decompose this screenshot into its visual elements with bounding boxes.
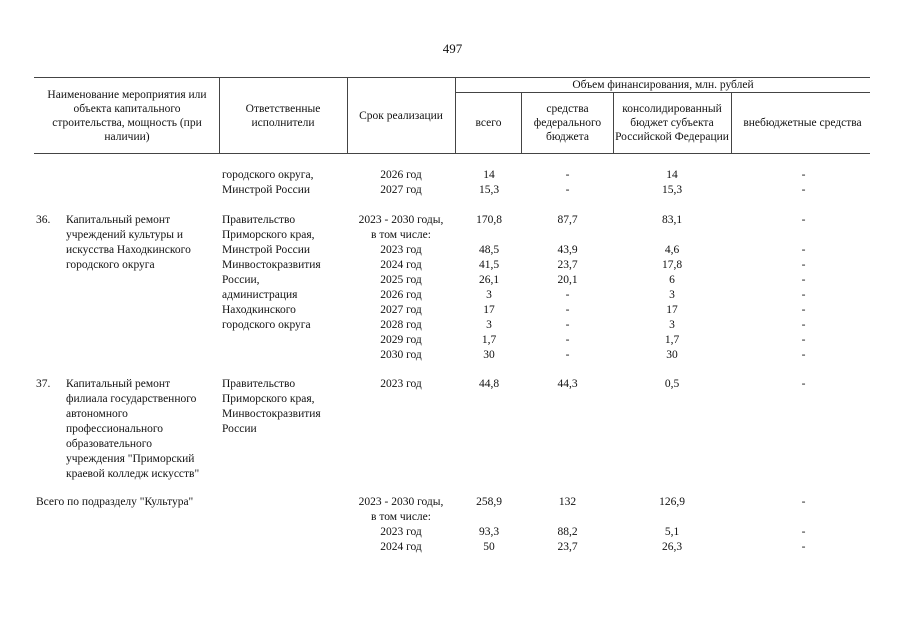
executor-line: России, [222, 274, 260, 286]
extra-cell: - [801, 274, 806, 286]
federal-cell: 20,1 [557, 274, 578, 286]
term-cell: 2026 год [380, 289, 422, 301]
executor-line: администрация [222, 289, 298, 301]
header-extrabudget: внебюджетные средства [743, 117, 862, 129]
total-cell: 50 [483, 541, 495, 553]
header-executors: Ответственные исполнители [245, 103, 321, 129]
term-cell: 2029 год [380, 334, 422, 346]
term-cell: 2023 - 2030 годы, [358, 496, 444, 508]
regional-cell: 14 [666, 169, 678, 181]
extra-cell: - [801, 214, 806, 226]
extra-cell: - [801, 526, 806, 538]
header-regional: консолидированный бюджет субъекта Российской Федерации [615, 103, 729, 143]
executor-line: Приморского края, [222, 229, 315, 241]
extra-cell: - [801, 259, 806, 271]
header-name: Наименование мероприятия или объекта капитального строительства, мощность (при наличии) [47, 89, 207, 143]
extra-cell: - [801, 496, 806, 508]
regional-cell: 17 [666, 304, 678, 316]
regional-cell: 1,7 [664, 334, 680, 346]
executor-line: Минвостокразвития [222, 408, 321, 420]
item-name-line: Капитальный ремонт [66, 214, 171, 226]
executor-line: городского округа [222, 319, 311, 331]
regional-cell: 6 [669, 274, 675, 286]
federal-cell: - [565, 349, 570, 361]
extra-cell: - [801, 378, 806, 390]
executor-line: городского округа, [222, 169, 314, 181]
federal-cell: 44,3 [557, 378, 578, 390]
extra-cell: - [801, 349, 806, 361]
item-number: 37. [36, 378, 51, 390]
term-cell: 2026 год [380, 169, 422, 181]
regional-cell: 0,5 [664, 378, 680, 390]
regional-cell: 83,1 [661, 214, 683, 226]
regional-cell: 3 [669, 319, 675, 331]
item-name-line: образовательного [66, 438, 152, 450]
term-cell: 2024 год [380, 541, 422, 553]
federal-cell: 23,7 [557, 259, 578, 271]
federal-cell: - [565, 304, 570, 316]
executor-line: Минстрой России [222, 184, 310, 196]
total-cell: 17 [483, 304, 495, 316]
header-financing-group: Объем финансирования, млн. рублей [572, 79, 754, 91]
executor-line: Минвостокразвития [222, 259, 321, 271]
term-cell: 2030 год [380, 349, 422, 361]
executor-line: России [222, 423, 257, 435]
total-cell: 41,5 [478, 259, 500, 271]
header-col-divider [455, 77, 456, 153]
extra-cell: - [801, 319, 806, 331]
extra-cell: - [801, 289, 806, 301]
total-cell: 93,3 [478, 526, 500, 538]
term-cell: 2025 год [380, 274, 422, 286]
total-cell: 44,8 [478, 378, 500, 390]
federal-cell: 88,2 [557, 526, 578, 538]
executor-line: Правительство [222, 214, 296, 226]
federal-cell: 43,9 [557, 244, 578, 256]
federal-cell: 132 [558, 496, 577, 508]
total-cell: 26,1 [478, 274, 500, 286]
extra-cell: - [801, 184, 806, 196]
regional-cell: 3 [669, 289, 675, 301]
federal-cell: - [565, 289, 570, 301]
header-federal: средства федерального бюджета [533, 103, 602, 143]
total-cell: 14 [483, 169, 495, 181]
item-name-line: искусства Находкинского [66, 244, 191, 256]
regional-cell: 30 [666, 349, 678, 361]
term-cell: 2023 год [380, 526, 422, 538]
item-name-line: автономного [66, 408, 128, 420]
extra-cell: - [801, 304, 806, 316]
federal-cell: 23,7 [557, 541, 578, 553]
total-cell: 170,8 [476, 214, 502, 226]
item-number: 36. [36, 214, 51, 226]
header-total: всего [475, 117, 502, 129]
extra-cell: - [801, 244, 806, 256]
item-name-line: городского округа [66, 259, 155, 271]
item-name-line: филиала государственного [66, 393, 197, 405]
total-cell: 30 [483, 349, 495, 361]
term-cell: 2027 год [380, 184, 422, 196]
including-label: в том числе: [371, 229, 431, 241]
executor-line: Минстрой России [222, 244, 310, 256]
header-col-divider [521, 92, 522, 153]
extra-cell: - [801, 541, 806, 553]
subsection-total-label: Всего по подразделу "Культура" [36, 496, 194, 508]
extra-cell: - [801, 169, 806, 181]
term-cell: 2028 год [380, 319, 422, 331]
term-cell: 2023 год [380, 244, 422, 256]
total-cell: 258,9 [476, 496, 502, 508]
item-name-line: краевой колледж искусств" [66, 468, 200, 480]
federal-cell: - [565, 169, 570, 181]
federal-cell: - [565, 319, 570, 331]
executor-line: Приморского края, [222, 393, 315, 405]
page-number: 497 [442, 41, 463, 56]
including-label: в том числе: [371, 511, 431, 523]
regional-cell: 15,3 [661, 184, 683, 196]
regional-cell: 5,1 [664, 526, 680, 538]
header-col-divider [219, 77, 220, 153]
item-name-line: Капитальный ремонт [66, 378, 171, 390]
executor-line: Находкинского [222, 304, 296, 316]
regional-cell: 17,8 [661, 259, 683, 271]
regional-cell: 26,3 [661, 541, 683, 553]
federal-cell: - [565, 334, 570, 346]
item-name-line: профессионального [66, 423, 164, 435]
executor-line: Правительство [222, 378, 296, 390]
term-cell: 2027 год [380, 304, 422, 316]
term-cell: 2023 - 2030 годы, [358, 214, 444, 226]
header-bottom-border [34, 153, 870, 154]
header-term: Срок реализации [359, 110, 443, 122]
total-cell: 3 [486, 319, 492, 331]
federal-cell: 87,7 [557, 214, 578, 226]
item-name-line: учреждений культуры и [66, 229, 183, 241]
term-cell: 2023 год [380, 378, 422, 390]
extra-cell: - [801, 334, 806, 346]
regional-cell: 126,9 [659, 496, 685, 508]
item-name-line: учреждения "Приморский [66, 453, 195, 465]
total-cell: 3 [486, 289, 492, 301]
federal-cell: - [565, 184, 570, 196]
total-cell: 1,7 [481, 334, 497, 346]
regional-cell: 4,6 [664, 244, 680, 256]
term-cell: 2024 год [380, 259, 422, 271]
header-col-divider [347, 77, 348, 153]
header-col-divider [731, 92, 732, 153]
total-cell: 48,5 [478, 244, 500, 256]
total-cell: 15,3 [478, 184, 500, 196]
